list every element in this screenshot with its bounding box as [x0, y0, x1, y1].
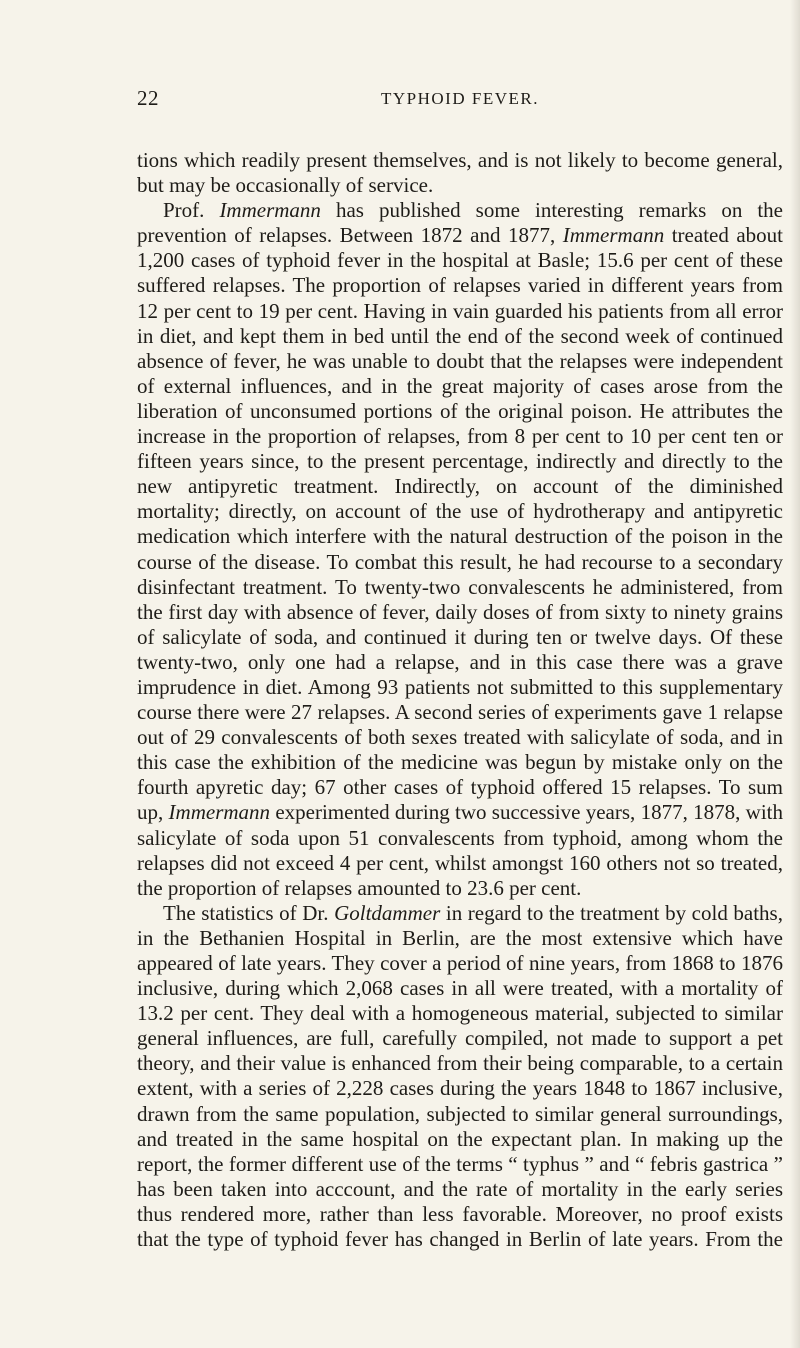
- author-name-italic: Goltdammer: [334, 900, 441, 925]
- paragraph-continuation: tions which readily present themselves, and is not likely to become general, but may be occasionally of service.: [137, 148, 783, 198]
- paragraph-immermann: [137, 198, 783, 901]
- text-run: Prof.: [163, 198, 220, 223]
- author-name-italic: Immermann: [168, 800, 271, 825]
- running-head: [137, 86, 783, 116]
- text-run: in regard to the treatment by cold baths, in the Bethanien Hospital in Berlin, are the most extensive which have appeared of late years. They cover a period of nine years, from 1868 to 1876 inclusive, during which 2,068 cases in all were treated, with a mortality of 13.2 per cent. They deal with a homogeneous material, subjected to similar general influences, are full, carefully compiled, not made to support a pet theory, and their value is enhanced from their being comparable, to a certain extent, with a series of 2,228 cases during the years 1848 to 1867 inclusive, drawn from the same population, subjected to similar general surroundings, and treated in the same hospital on the expectant plan. In making up the report, the former different use of the terms “ typhus ” and “ febris gastrica ” has been taken into acccount, and the rate of mortality in the early series thus rendered more, rather than less favorable. Moreover, no proof exists that the type of typhoid fever has changed in Berlin of late years. From the: [137, 900, 783, 1252]
- text-run: experimented during two successive years, 1877, 1878, with salicylate of soda upon 51 convalescents from typhoid, among whom the relapses did not exceed 4 per cent, whilst amongst 160 others not so treated, the proportion of relapses amounted to 23.6 per cent.: [137, 800, 783, 900]
- running-title: TYPHOID FEVER.: [381, 89, 539, 108]
- author-name-italic: Immermann: [219, 198, 321, 223]
- text-run: has published some interesting remarks on the prevention of relapses. Between 1872 and 1877,: [137, 198, 783, 248]
- text-run: treated about 1,200 cases of typhoid fever in the hospital at Basle; 15.6 per cent of these suffered relapses. The proportion of relapses varied in different years from 12 per cent to 19 per cent. Having in vain guarded his patients from all error in diet, and kept them in bed until the end of the second week of continued absence of fever, he was unable to doubt that the relapses were independent of external influences, and in the great majority of cases arose from the liberation of unconsumed portions of the original poison. He attributes the increase in the proportion of relapses, from 8 per cent to 10 per cent ten or fifteen years since, to the present percentage, indirectly and directly to the new antipyretic treatment. Indirectly, on account of the diminished mortality; directly, on account of the use of hydrotherapy and antipyretic medication which interfere with the natural destruction of the poison in the course of the disease. To combat this result, he had recourse to a secondary disinfectant treatment. To twenty-two convalescents he administered, from the first day with absence of fever, daily doses of from sixty to ninety grains of salicylate of soda, and continued it during ten or twelve days. Of these twenty-two, only one had a relapse, and in this case there was a grave imprudence in diet. Among 93 patients not submitted to this supplementary course there were 27 relapses. A second series of experiments gave 1 relapse out of 29 convalescents of both sexes treated with salicylate of soda, and in this case the exhibition of the medicine was begun by mistake only on the fourth apyretic day; 67 other cases of typhoid offered 15 relapses. To sum up,: [137, 223, 783, 825]
- paragraph-goltdammer: [137, 901, 783, 1252]
- author-name-italic: Immermann: [562, 223, 665, 248]
- page-number: 22: [137, 86, 159, 110]
- page-edge-shadow: [790, 0, 800, 1348]
- text-run: The statistics of Dr.: [163, 900, 335, 925]
- body-text: [137, 148, 783, 1252]
